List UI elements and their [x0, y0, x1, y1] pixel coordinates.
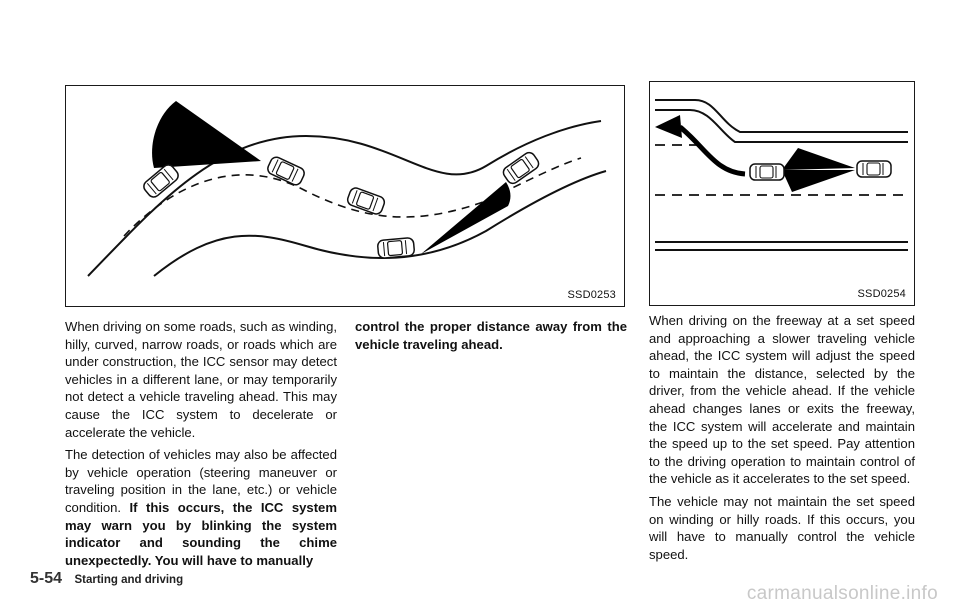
sensor-beam [782, 170, 855, 192]
paragraph: The vehicle may not maintain the set speed on winding or hilly roads. If this occurs, you will have to manually control the vehicle speed. [649, 493, 915, 562]
paragraph: When driving on some roads, such as winding, hilly, curved, narrow roads, or roads which are under construction, the ICC sensor may detect vehicles in a different lane, or may temporarily not detect a vehicle traveling ahead. This may cause the ICC system to decelerate or accelerate the vehicle. [65, 319, 337, 440]
figure-freeway-lane-change [649, 81, 915, 306]
sensor-beam-1 [152, 101, 261, 168]
page-footer [30, 570, 183, 588]
text-column-1 [65, 318, 337, 574]
paragraph-text: The detection of vehicles may also be affected by vehicle operation (steering maneuver or traveling position in the lane, etc.) or vehicle condition. [65, 447, 337, 515]
paragraph-bold: control the proper distance away from the vehicle traveling ahead. [355, 319, 627, 352]
winding-road-illustration [66, 86, 623, 305]
page-number: 5-54 [30, 570, 63, 587]
figure-code: SSD0253 [567, 289, 616, 301]
sensor-beam-2 [421, 182, 510, 254]
figure-code: SSD0254 [857, 288, 906, 300]
figure-winding-road [65, 85, 625, 307]
text-column-2 [355, 318, 627, 358]
paragraph [65, 446, 337, 569]
watermark: carmanualsonline.info [746, 583, 938, 604]
freeway-illustration [650, 82, 913, 304]
paragraph: When driving on the freeway at a set speed and approaching a slower traveling vehicle ahead, the ICC system will adjust the speed to maintain the distance, selected by the driver, from the vehicle ahead. If the vehicle ahead changes lanes or exits the freeway, the ICC system will accelerate and maintain the speed up to the set speed. Pay attention to the driving operation to maintain control of the vehicle as it accelerates to the set speed. [649, 313, 915, 487]
paragraph-bold-text: If this occurs, the ICC system may warn you by blinking the system indicator and sounding the chime unexpectedly. You will have to manually [65, 499, 337, 568]
text-column-3 [649, 312, 915, 568]
section-title: Starting and driving [74, 574, 184, 586]
